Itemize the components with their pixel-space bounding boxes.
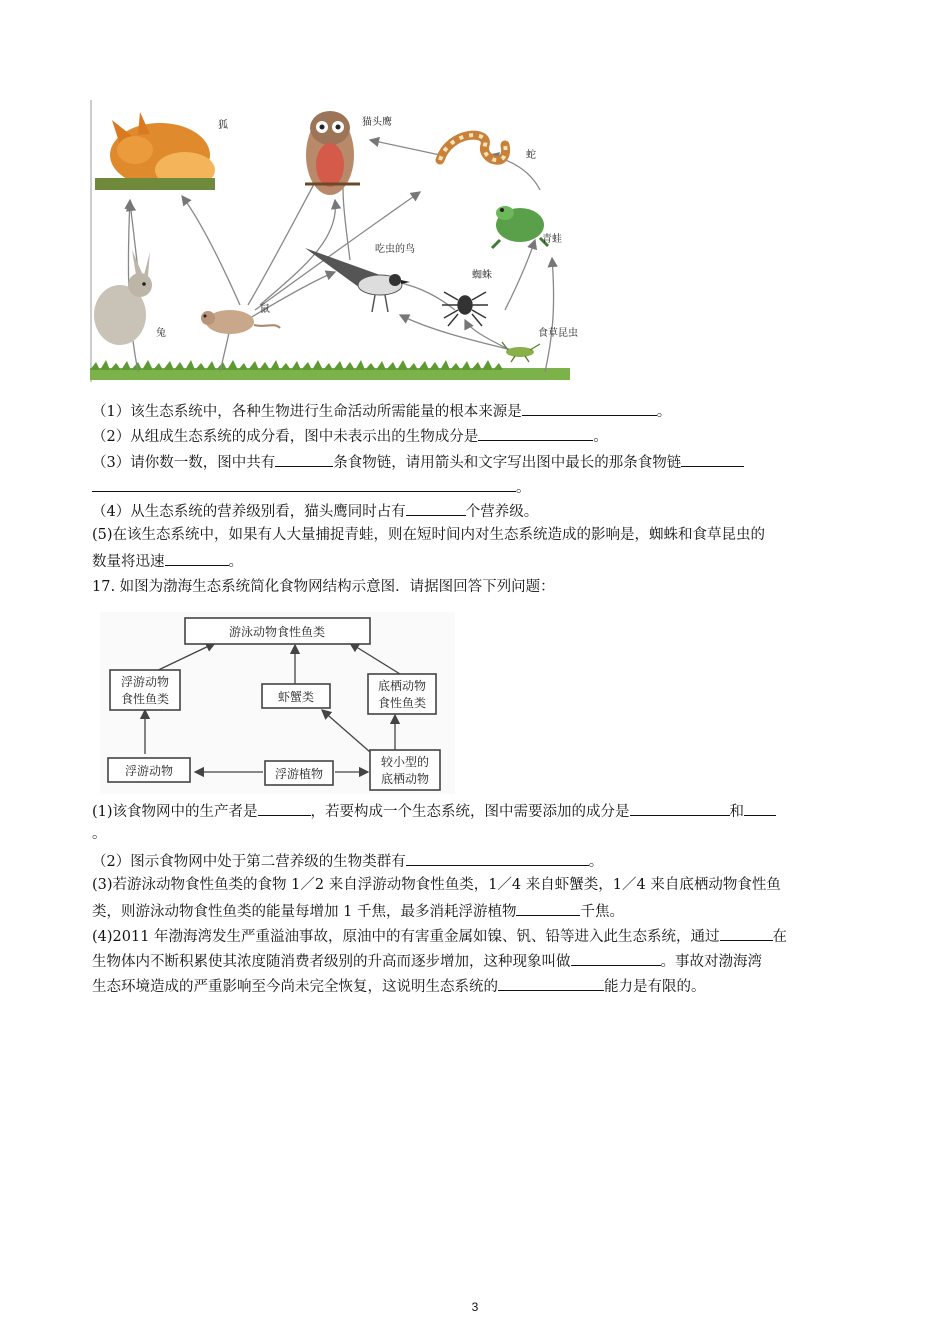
q17-title: 17. 如图为渤海生态系统简化食物网结构示意图．请据图回答下列问题： <box>92 579 555 595</box>
q16-part5: (5)在该生态系统中，如果有人大量捕捉青蛙，则在短时间内对生态系统造成的影响是，蜘蛛和食草昆虫的 <box>92 527 766 543</box>
node-phytoplankton <box>265 761 333 785</box>
label-spider: 蜘蛛 <box>472 270 492 281</box>
bohai-food-web-diagram <box>100 612 455 794</box>
q16-part3: （3）请你数一数，图中共有 条食物链，请用箭头和文字写出图中最长的那条食物链 <box>92 451 744 473</box>
label-frog: 青蛙 <box>542 234 562 245</box>
answer-blank[interactable] <box>92 476 516 492</box>
answer-blank[interactable] <box>406 850 589 866</box>
label-snake: 蛇 <box>526 150 536 161</box>
svg-text:食性鱼类: 食性鱼类 <box>377 696 427 710</box>
answer-blank[interactable] <box>275 451 333 467</box>
label-fox: 狐 <box>218 120 228 131</box>
answer-blank[interactable] <box>406 500 466 516</box>
q16-part5-cont: 数量将迅速 。 <box>92 550 243 572</box>
q17-part1: (1)该食物网中的生产者是 ，若要构成一个生态系统，图中需要添加的成分是 和 <box>92 800 776 822</box>
answer-blank[interactable] <box>630 800 730 816</box>
node-swimming-fish <box>185 618 370 644</box>
answer-blank[interactable] <box>478 425 593 441</box>
q16-part2: （2）从组成生态系统的成分看，图中未表示出的生物成分是 。 <box>92 425 608 447</box>
answer-blank[interactable] <box>522 400 657 416</box>
answer-blank[interactable] <box>258 800 311 816</box>
node-zooplankton <box>108 758 190 782</box>
label-insect: 食草昆虫 <box>538 328 578 339</box>
node-benthic-feeding-fish <box>368 674 436 714</box>
svg-text:浮游动物: 浮游动物 <box>120 675 170 689</box>
q17-part3: (3)若游泳动物食性鱼类的食物 1／2 来自浮游动物食性鱼类，1／4 来自虾蟹类，1／4 来自底栖动物食性鱼 <box>92 877 781 893</box>
q17-part2: （2）图示食物网中处于第二营养级的生物类群有 。 <box>92 850 603 872</box>
q17-part4-cont: 生物体内不断积累使其浓度随消费者级别的升高而逐步增加，这种现象叫做 。事故对渤海湾 <box>92 950 762 972</box>
answer-blank[interactable] <box>165 550 229 566</box>
q17-part4: (4)2011 年渤海湾发生严重溢油事故，原油中的有害重金属如镍、钒、铅等进入此生态系统，通过 在 <box>92 925 787 947</box>
label-rabbit: 兔 <box>156 328 166 339</box>
answer-blank[interactable] <box>498 975 604 991</box>
node-plankton-feeding-fish <box>110 670 180 710</box>
svg-text:较小型的: 较小型的 <box>380 755 430 769</box>
svg-text:浮游动物: 浮游动物 <box>124 764 174 778</box>
food-web-illustration <box>90 100 578 382</box>
answer-blank[interactable] <box>720 925 773 941</box>
svg-text:游泳动物食性鱼类: 游泳动物食性鱼类 <box>228 625 326 639</box>
svg-text:食性鱼类: 食性鱼类 <box>120 692 170 706</box>
q17-part3-cont: 类，则游泳动物食性鱼类的能量每增加 1 千焦，最多消耗浮游植物 千焦。 <box>92 900 624 922</box>
answer-blank[interactable] <box>516 900 580 916</box>
label-mouse: 鼠 <box>260 304 270 315</box>
answer-blank[interactable] <box>681 451 744 467</box>
svg-text:底栖动物: 底栖动物 <box>377 679 427 693</box>
label-bird: 吃虫的鸟 <box>375 244 415 255</box>
svg-text:虾蟹类: 虾蟹类 <box>277 690 315 704</box>
answer-blank[interactable] <box>571 950 661 966</box>
svg-text:浮游植物: 浮游植物 <box>274 767 324 781</box>
q17-part4-cont2: 生态环境造成的严重影响至今尚未完全恢复，这说明生态系统的 能力是有限的。 <box>92 975 706 997</box>
node-small-benthic-animals <box>370 750 440 790</box>
q16-part1: （1）该生态系统中，各种生物进行生命活动所需能量的根本来源是 。 <box>92 400 671 422</box>
q17-part1-end: 。 <box>92 826 107 842</box>
page-number: 3 <box>471 1300 479 1314</box>
answer-blank[interactable] <box>744 800 776 816</box>
q16-part4: （4）从生态系统的营养级别看，猫头鹰同时占有 个营养级。 <box>92 500 538 522</box>
q16-part3-cont: 。 <box>92 476 531 498</box>
svg-text:底栖动物: 底栖动物 <box>380 772 430 786</box>
node-shrimp-crab <box>262 684 330 708</box>
label-owl: 猫头鹰 <box>362 117 392 128</box>
